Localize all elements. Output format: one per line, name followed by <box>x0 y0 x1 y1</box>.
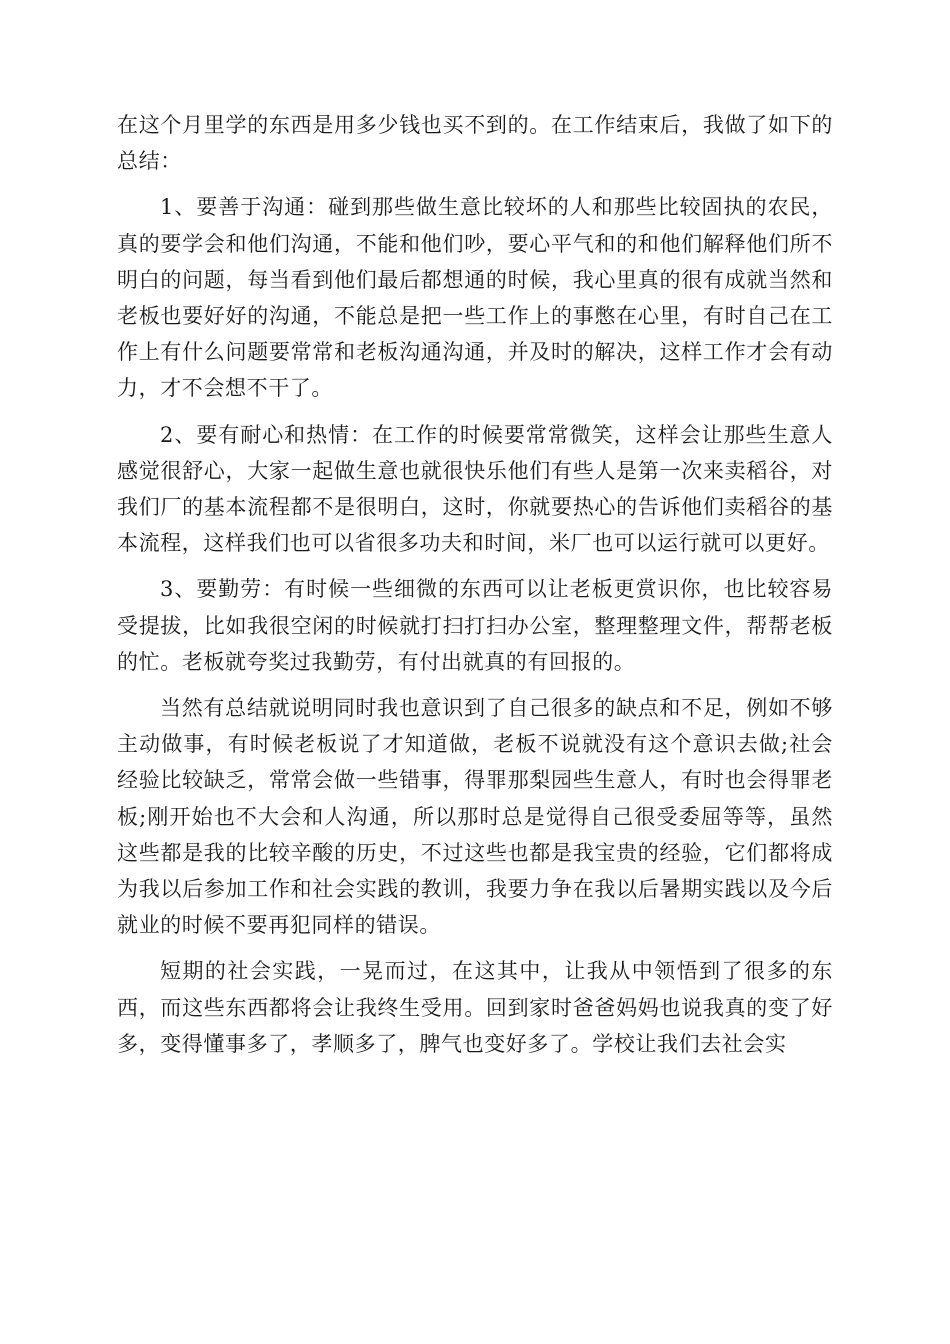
document-body <box>117 107 833 1062</box>
paragraph-communication: 1、要善于沟通：碰到那些做生意比较坏的人和那些比较固执的农民，真的要学会和他们沟通，不能和他们吵，要心平气和的和他们解释他们所不明白的问题，每当看到他们最后都想通的时候，我心里真的很有成就当然和老板也要好好的沟通，不能总是把一些工作上的事憋在心里，有时自己在工作上有什么问题要常常和老板沟通沟通，并及时的解决，这样工作才会有动力，才不会想不干了。 <box>117 195 833 401</box>
paragraph-patience: 2、要有耐心和热情：在工作的时候要常常微笑，这样会让那些生意人感觉很舒心，大家一起做生意也就很快乐他们有些人是第一次来卖稻谷，对我们厂的基本流程都不是很明白，这时，你就要热心的告诉他们卖稻谷的基本流程，这样我们也可以省很多功夫和时间，米厂也可以运行就可以更好。 <box>117 422 833 556</box>
paragraph-shortcomings: 当然有总结就说明同时我也意识到了自己很多的缺点和不足，例如不够主动做事，有时候老板说了才知道做，老板不说就没有这个意识去做;社会经验比较缺乏，常常会做一些错事，得罪那梨园些生意人，有时也会得罪老板;刚开始也不大会和人沟通，所以那时总是觉得自己很受委屈等等，虽然这些都是我的比较辛酸的历史，不过这些也都是我宝贵的经验，它们都将成为我以后参加工作和社会实践的教训，我要力争在我以后暑期实践以及今后就业的时候不要再犯同样的错误。 <box>117 696 833 938</box>
paragraph-intro: 在这个月里学的东西是用多少钱也买不到的。在工作结束后，我做了如下的总结： <box>117 113 833 174</box>
paragraph-diligence: 3、要勤劳：有时候一些细微的东西可以让老板更赏识你，也比较容易受提拔，比如我很空闲的时候就打扫打扫办公室，整理整理文件，帮帮老板的忙。老板就夸奖过我勤劳，有付出就真的有回报的。 <box>117 577 833 674</box>
paragraph-conclusion: 短期的社会实践，一晃而过，在这其中，让我从中领悟到了很多的东西，而这些东西都将会让我终生受用。回到家时爸爸妈妈也说我真的变了好多，变得懂事多了，孝顺多了，脾气也变好多了。学校让我们去社会实 <box>117 959 833 1056</box>
